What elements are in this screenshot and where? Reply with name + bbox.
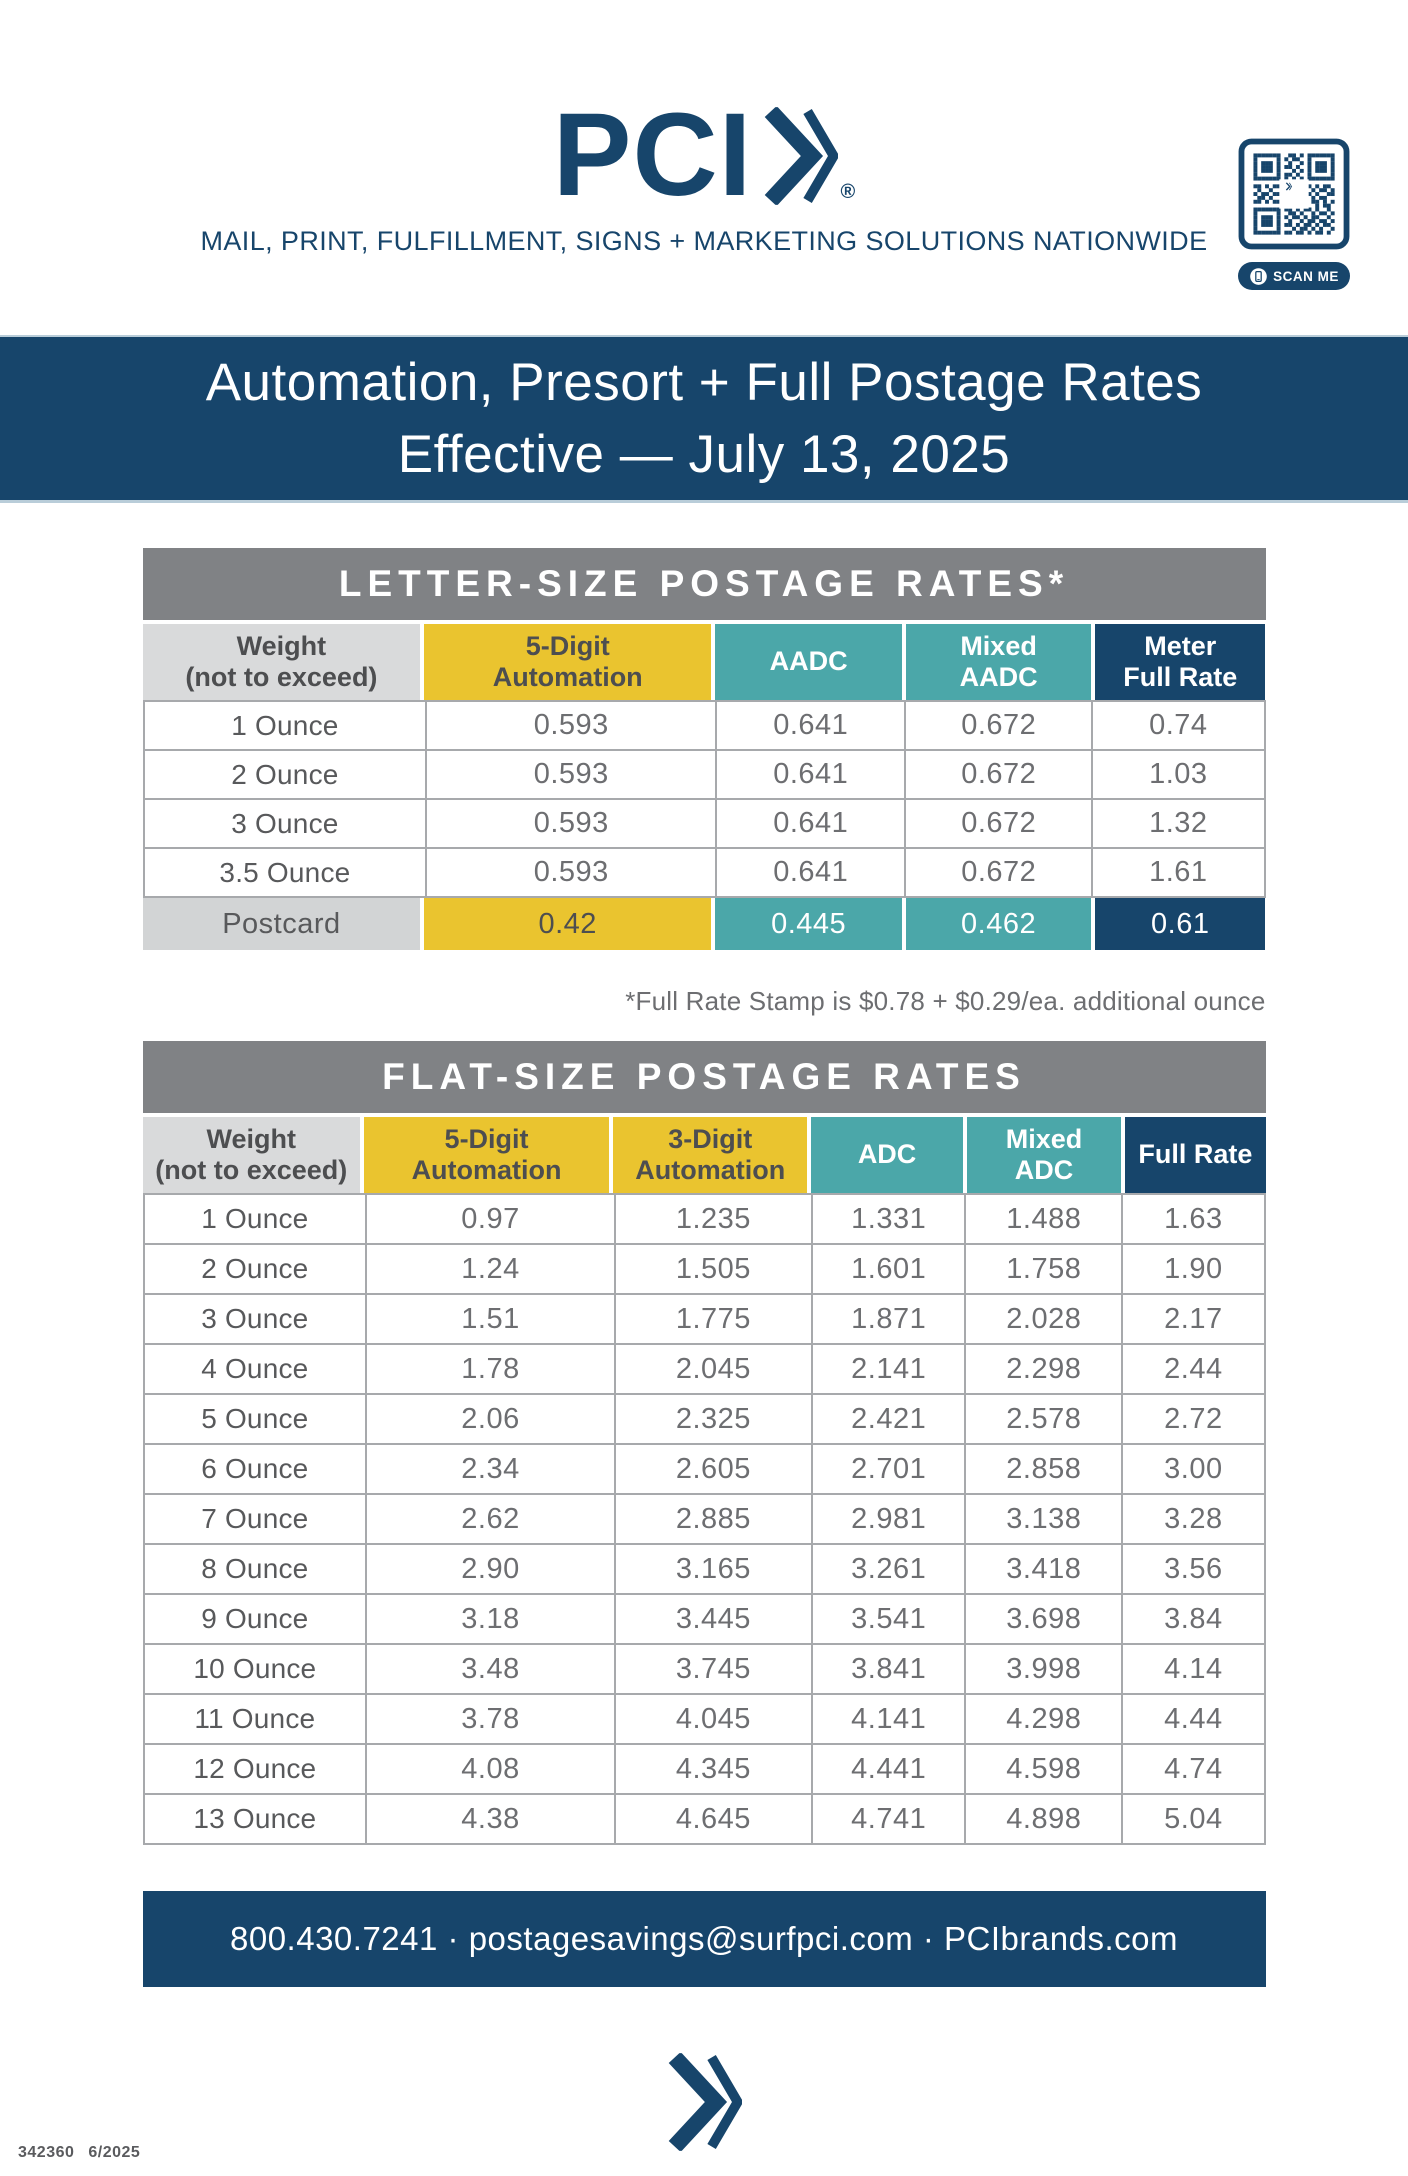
letter-table-body [143, 700, 1266, 898]
title-banner [0, 335, 1408, 503]
rate-cell: 1.601 [811, 1245, 964, 1293]
rate-cell: 4.345 [614, 1745, 811, 1793]
rate-cell: 4.645 [614, 1795, 811, 1843]
table-row [145, 1643, 1264, 1693]
weight-cell: 10 Ounce [193, 1653, 317, 1684]
rate-cell: 2.141 [811, 1345, 964, 1393]
letter-table-title-band [143, 548, 1266, 620]
rate-cell: 3.541 [811, 1595, 964, 1643]
rate-cell: 2.028 [964, 1295, 1121, 1343]
print-info [18, 2144, 140, 2162]
weight-cell: 6 Ounce [201, 1453, 309, 1484]
rate-cell: 3.48 [365, 1645, 614, 1693]
rate-cell: 0.42 [424, 898, 711, 950]
flat-size-table [143, 1041, 1266, 1845]
column-header-adc: ADC [811, 1117, 962, 1193]
rate-cell: 1.488 [964, 1195, 1121, 1243]
rate-cell: 3.28 [1121, 1495, 1263, 1543]
table-row [145, 1393, 1264, 1443]
column-header-mixed-aadc: Mixed AADC [906, 624, 1091, 700]
rate-cell: 3.698 [964, 1595, 1121, 1643]
banner-title-line2: Effective — July 13, 2025 [397, 424, 1011, 484]
rate-cell: 3.00 [1121, 1445, 1263, 1493]
weight-cell: 8 Ounce [201, 1553, 309, 1584]
weight-cell: 3 Ounce [201, 1303, 309, 1334]
rate-cell: 0.672 [904, 849, 1091, 896]
rate-cell: 3.18 [365, 1595, 614, 1643]
rate-cell: 0.61 [1095, 898, 1265, 950]
rate-cell: 1.61 [1091, 849, 1263, 896]
flat-table-title: FLAT-SIZE POSTAGE RATES [382, 1056, 1026, 1097]
letter-table-header-row [143, 624, 1266, 700]
table-row [145, 1743, 1264, 1793]
contact-footer-bar [143, 1891, 1266, 1987]
rate-cell: 3.138 [964, 1495, 1121, 1543]
rate-cell: 1.331 [811, 1195, 964, 1243]
rate-cell: 3.745 [614, 1645, 811, 1693]
weight-cell: 3.5 Ounce [219, 856, 351, 888]
weight-cell: 12 Ounce [193, 1753, 317, 1784]
table-row [145, 798, 1264, 847]
scan-me-label: SCAN ME [1273, 268, 1339, 284]
pci-logo-text: PCI [552, 89, 753, 221]
rate-cell: 1.758 [964, 1245, 1121, 1293]
weight-cell: 2 Ounce [231, 758, 339, 790]
contact-line: 800.430.7241 · postagesavings@surfpci.com · PCIbrands.com [230, 1920, 1178, 1957]
column-header-aadc: AADC [715, 624, 902, 700]
rate-cell: 4.045 [614, 1695, 811, 1743]
weight-cell: Postcard [143, 898, 421, 950]
rate-cell: 5.04 [1121, 1795, 1263, 1843]
rate-cell: 1.505 [614, 1245, 811, 1293]
rate-cell: 2.885 [614, 1495, 811, 1543]
rate-cell: 0.593 [425, 751, 715, 798]
rate-cell: 0.641 [715, 751, 904, 798]
banner-title-line1: Automation, Presort + Full Postage Rates [205, 352, 1203, 412]
table-row [145, 1243, 1264, 1293]
full-rate-footnote: *Full Rate Stamp is $0.78 + $0.29/ea. additional ounce [625, 986, 1266, 1016]
letter-size-table [143, 548, 1266, 1017]
table-row [145, 702, 1264, 749]
rate-cell: 2.421 [811, 1395, 964, 1443]
rate-cell: 2.72 [1121, 1395, 1263, 1443]
column-header-meter-full-rate: Meter Full Rate [1095, 624, 1265, 700]
rate-cell: 3.165 [614, 1545, 811, 1593]
table-row [145, 1593, 1264, 1643]
table-row [145, 1343, 1264, 1393]
table-row [145, 1693, 1264, 1743]
registered-trademark: ® [840, 181, 856, 203]
rate-cell: 3.445 [614, 1595, 811, 1643]
rate-cell: 1.24 [365, 1245, 614, 1293]
column-header-5digit: 5-Digit Automation [364, 1117, 609, 1193]
rate-cell: 1.51 [365, 1295, 614, 1343]
weight-cell: 5 Ounce [201, 1403, 309, 1434]
rate-cell: 0.74 [1091, 702, 1263, 749]
column-header-weight: Weight (not to exceed) [143, 624, 421, 700]
flat-table-header-row [143, 1117, 1266, 1193]
pci-chevron-icon [666, 2053, 742, 2151]
rate-cell: 4.141 [811, 1695, 964, 1743]
rate-cell: 4.598 [964, 1745, 1121, 1793]
rate-cell: 0.641 [715, 849, 904, 896]
rate-cell: 4.298 [964, 1695, 1121, 1743]
flat-table-body [143, 1193, 1266, 1845]
job-number: 342360 [18, 2144, 75, 2161]
column-header-full-rate: Full Rate [1125, 1117, 1265, 1193]
weight-cell: 11 Ounce [194, 1703, 316, 1734]
rate-cell: 4.08 [365, 1745, 614, 1793]
rate-cell: 4.38 [365, 1795, 614, 1843]
flat-table-title-band [143, 1041, 1266, 1113]
rate-cell: 2.858 [964, 1445, 1121, 1493]
rate-cell: 2.045 [614, 1345, 811, 1393]
table-row [145, 847, 1264, 896]
rate-cell: 1.90 [1121, 1245, 1263, 1293]
rate-cell: 1.775 [614, 1295, 811, 1343]
weight-cell: 4 Ounce [201, 1353, 309, 1384]
qr-code [1238, 138, 1350, 250]
rate-cell: 0.593 [425, 849, 715, 896]
rate-cell: 0.462 [906, 898, 1091, 950]
table-row [145, 1793, 1264, 1843]
rate-cell: 4.441 [811, 1745, 964, 1793]
rate-cell: 2.298 [964, 1345, 1121, 1393]
rate-cell: 2.981 [811, 1495, 964, 1543]
weight-cell: 1 Ounce [201, 1203, 309, 1234]
rate-cell: 1.03 [1091, 751, 1263, 798]
rate-cell: 0.672 [904, 702, 1091, 749]
table-row [145, 749, 1264, 798]
rate-cell: 2.90 [365, 1545, 614, 1593]
rate-cell: 0.593 [425, 702, 715, 749]
rate-cell: 1.235 [614, 1195, 811, 1243]
rate-cell: 0.445 [715, 898, 902, 950]
rate-cell: 4.14 [1121, 1645, 1263, 1693]
page-header [0, 0, 1408, 335]
rate-cell: 2.325 [614, 1395, 811, 1443]
rate-cell: 3.84 [1121, 1595, 1263, 1643]
rate-cell: 0.641 [715, 800, 904, 847]
weight-cell: 7 Ounce [201, 1503, 309, 1534]
rate-cell: 3.998 [964, 1645, 1121, 1693]
letter-table-title: LETTER-SIZE POSTAGE RATES* [338, 563, 1070, 604]
rate-cell: 0.672 [904, 800, 1091, 847]
rate-cell: 0.641 [715, 702, 904, 749]
rate-cell: 2.62 [365, 1495, 614, 1543]
rate-cell: 0.97 [365, 1195, 614, 1243]
rate-cell: 3.56 [1121, 1545, 1263, 1593]
rate-cell: 2.605 [614, 1445, 811, 1493]
rate-cell: 4.898 [964, 1795, 1121, 1843]
table-row [145, 1493, 1264, 1543]
rate-cell: 3.841 [811, 1645, 964, 1693]
column-header-5digit: 5-Digit Automation [424, 624, 711, 700]
rate-cell: 2.578 [964, 1395, 1121, 1443]
rate-cell: 4.74 [1121, 1745, 1263, 1793]
weight-cell: 1 Ounce [231, 709, 339, 741]
column-header-weight: Weight (not to exceed) [143, 1117, 361, 1193]
rate-cell: 0.672 [904, 751, 1091, 798]
rate-cell: 2.17 [1121, 1295, 1263, 1343]
table-row [145, 1195, 1264, 1243]
issue-date: 6/2025 [88, 2144, 141, 2161]
weight-cell: 13 Ounce [193, 1803, 317, 1834]
phone-icon [1249, 267, 1268, 286]
qr-block [1238, 138, 1350, 290]
rate-cell: 1.63 [1121, 1195, 1263, 1243]
column-header-3digit: 3-Digit Automation [613, 1117, 807, 1193]
scan-me-badge [1238, 262, 1350, 290]
pci-chevron-icon [762, 106, 838, 206]
rate-cell: 1.871 [811, 1295, 964, 1343]
rate-cell: 3.418 [964, 1545, 1121, 1593]
rate-cell: 4.44 [1121, 1695, 1263, 1743]
rate-cell: 2.701 [811, 1445, 964, 1493]
rate-cell: 2.34 [365, 1445, 614, 1493]
brand-tagline: MAIL, PRINT, FULFILLMENT, SIGNS + MARKETING SOLUTIONS NATIONWIDE [200, 226, 1208, 256]
rate-cell: 0.593 [425, 800, 715, 847]
rate-cell: 2.06 [365, 1395, 614, 1443]
column-header-mixed-adc: Mixed ADC [967, 1117, 1122, 1193]
postcard-row [143, 898, 1266, 950]
weight-cell: 9 Ounce [201, 1603, 309, 1634]
pci-logo [0, 0, 1408, 221]
table-row [145, 1293, 1264, 1343]
table-row [145, 1543, 1264, 1593]
rate-cell: 2.44 [1121, 1345, 1263, 1393]
rate-cell: 4.741 [811, 1795, 964, 1843]
weight-cell: 2 Ounce [201, 1253, 309, 1284]
rate-cell: 1.78 [365, 1345, 614, 1393]
weight-cell: 3 Ounce [231, 807, 339, 839]
rate-cell: 3.261 [811, 1545, 964, 1593]
table-row [145, 1443, 1264, 1493]
rate-cell: 3.78 [365, 1695, 614, 1743]
rate-cell: 1.32 [1091, 800, 1263, 847]
